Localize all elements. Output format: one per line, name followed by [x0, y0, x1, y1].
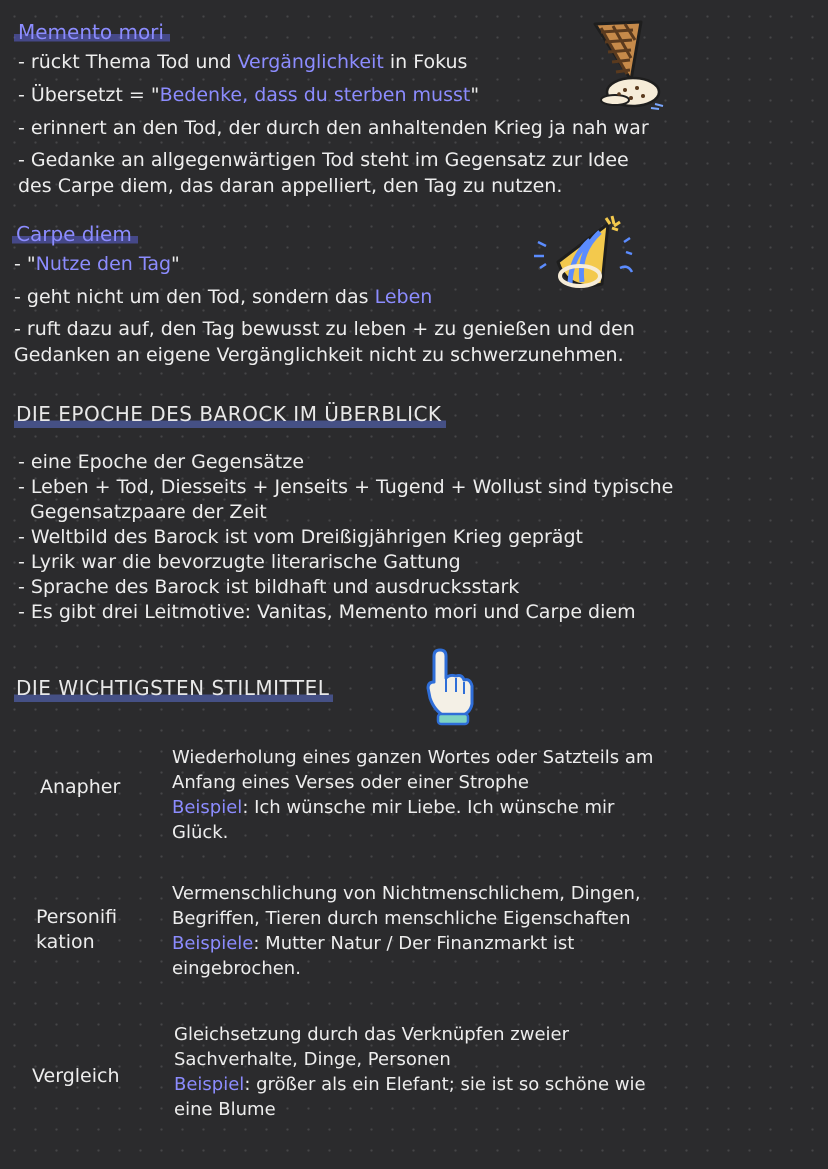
text: in Fokus — [383, 51, 468, 73]
term-label: Vergleich — [32, 1065, 120, 1087]
desc-line: Begriffen, Tieren durch menschliche Eigenschaften — [172, 908, 631, 929]
text: " — [470, 84, 480, 106]
highlight: Bedenke, dass du sterben musst — [159, 84, 471, 106]
example-text: eingebrochen. — [172, 958, 301, 979]
highlight: Leben — [374, 286, 433, 308]
example-text: Glück. — [172, 822, 229, 843]
party-hat-icon — [528, 212, 638, 304]
memento-heading: Memento mori — [14, 20, 170, 44]
example-line — [172, 931, 792, 956]
stilmittel-heading: DIE WICHTIGSTEN STILMITTEL — [14, 676, 333, 702]
example-label: Beispiel — [172, 797, 243, 818]
ice-cream-icon — [585, 18, 665, 110]
carpe-line-4: Gedanken an eigene Vergänglichkeit nicht zu schwerzunehmen. — [14, 344, 624, 366]
epoche-item: - Es gibt drei Leitmotive: Vanitas, Memento mori und Carpe diem — [18, 601, 636, 623]
text: " — [171, 253, 180, 275]
carpe-line-3: - ruft dazu auf, den Tag bewusst zu leben + zu genießen und den — [14, 318, 635, 340]
epoche-heading: DIE EPOCHE DES BAROCK IM ÜBERBLICK — [14, 402, 446, 428]
example-label: Beispiel — [174, 1074, 245, 1095]
example-text: eine Blume — [174, 1099, 276, 1120]
desc-line: Anfang eines Verses oder einer Strophe — [172, 772, 529, 793]
highlight: Nutze den Tag — [35, 253, 172, 275]
desc-personifikation — [172, 881, 792, 981]
desc-line: Vermenschlichung von Nichtmenschlichem, Dingen, — [172, 883, 641, 904]
term-label: Anapher — [40, 776, 121, 798]
example-line — [174, 1072, 794, 1097]
epoche-item: - Sprache des Barock ist bildhaft und ausdrucksstark — [18, 576, 520, 598]
memento-line-4: - Gedanke an allgegenwärtigen Tod steht im Gegensatz zur Idee — [18, 149, 629, 171]
memento-line-5: des Carpe diem, das daran appelliert, den Tag zu nutzen. — [18, 175, 563, 197]
term-vergleich — [32, 1064, 120, 1089]
memento-line-3: - erinnert an den Tod, der durch den anhaltenden Krieg ja nah war — [18, 117, 649, 139]
term-label: kation — [36, 931, 95, 953]
term-anapher — [40, 775, 120, 800]
text: - rückt Thema Tod und — [18, 51, 238, 73]
desc-line: Sachverhalte, Dinge, Personen — [174, 1049, 451, 1070]
carpe-line-2 — [14, 285, 432, 309]
text: - geht nicht um den Tod, sondern das — [14, 286, 375, 308]
carpe-heading: Carpe diem — [12, 222, 138, 246]
memento-line-1 — [18, 50, 467, 74]
text: - " — [14, 253, 36, 275]
desc-vergleich — [174, 1022, 794, 1122]
text: - Übersetzt = " — [18, 84, 160, 106]
desc-line: Gleichsetzung durch das Verknüpfen zweier — [174, 1024, 569, 1045]
desc-line: Wiederholung eines ganzen Wortes oder Satzteils am — [172, 747, 654, 768]
term-label: Personifi — [36, 906, 118, 928]
epoche-item: - Leben + Tod, Diesseits + Jenseits + Tugend + Wollust sind typische — [18, 476, 674, 498]
desc-anapher — [172, 745, 792, 845]
epoche-item: Gegensatzpaare der Zeit — [18, 501, 267, 523]
memento-line-2 — [18, 83, 479, 107]
epoche-item: - eine Epoche der Gegensätze — [18, 451, 305, 473]
highlight: Vergänglichkeit — [237, 51, 384, 73]
pointing-hand-icon — [420, 648, 480, 730]
carpe-line-1 — [14, 252, 180, 276]
epoche-item: - Lyrik war die bevorzugte literarische Gattung — [18, 551, 461, 573]
example-text: : größer als ein Elefant; sie ist so schöne wie — [244, 1074, 646, 1095]
example-text: : Mutter Natur / Der Finanzmarkt ist — [253, 933, 575, 954]
epoche-item: - Weltbild des Barock ist vom Dreißigjährigen Krieg geprägt — [18, 526, 583, 548]
example-label: Beispiele — [172, 933, 254, 954]
term-personifikation — [36, 905, 117, 955]
example-line — [172, 795, 792, 820]
example-text: : Ich wünsche mir Liebe. Ich wünsche mir — [242, 797, 615, 818]
